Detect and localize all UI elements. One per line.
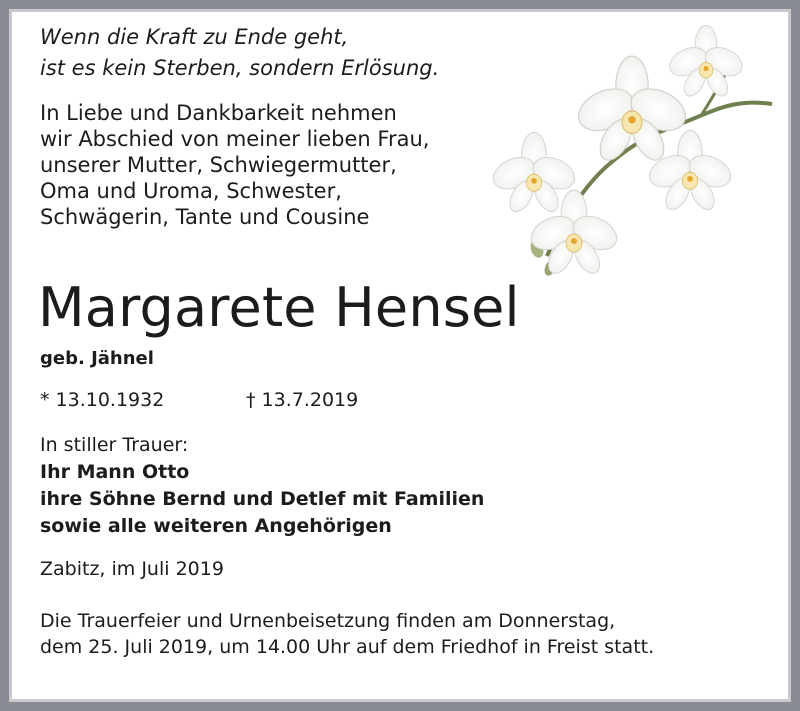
intro-text (40, 100, 429, 230)
intro-line: unserer Mutter, Schwiegermutter, (40, 153, 397, 177)
motto-line-1: Wenn die Kraft zu Ende geht, (40, 25, 349, 49)
death-date: † 13.7.2019 (246, 389, 359, 411)
service-line-1: Die Trauerfeier und Urnenbeisetzung finden am Donnerstag, (40, 610, 616, 632)
service-info (40, 608, 654, 660)
orchid-flowers-icon (492, 16, 782, 286)
mourners-heading: In stiller Trauer: (40, 434, 189, 456)
motto-line-2: ist es kein Sterben, sondern Erlösung. (40, 56, 440, 80)
life-dates (40, 387, 440, 413)
intro-line: In Liebe und Dankbarkeit nehmen (40, 101, 397, 125)
intro-line: Schwägerin, Tante und Cousine (40, 205, 370, 229)
intro-line: Oma und Uroma, Schwester, (40, 179, 342, 203)
deceased-name: Margarete Hensel (38, 276, 520, 339)
place-date: Zabitz, im Juli 2019 (40, 558, 224, 580)
mourner-line: ihre Söhne Bernd und Detlef mit Familien (40, 488, 485, 510)
birth-date: * 13.10.1932 (40, 389, 165, 411)
intro-line: wir Abschied von meiner lieben Frau, (40, 127, 430, 151)
motto (40, 22, 439, 84)
mourner-line: Ihr Mann Otto (40, 461, 190, 483)
mourner-line: sowie alle weiteren Angehörigen (40, 515, 392, 537)
service-line-2: dem 25. Juli 2019, um 14.00 Uhr auf dem Friedhof in Freist statt. (40, 636, 655, 658)
mourners (40, 432, 484, 540)
birth-name: geb. Jähnel (40, 348, 154, 369)
